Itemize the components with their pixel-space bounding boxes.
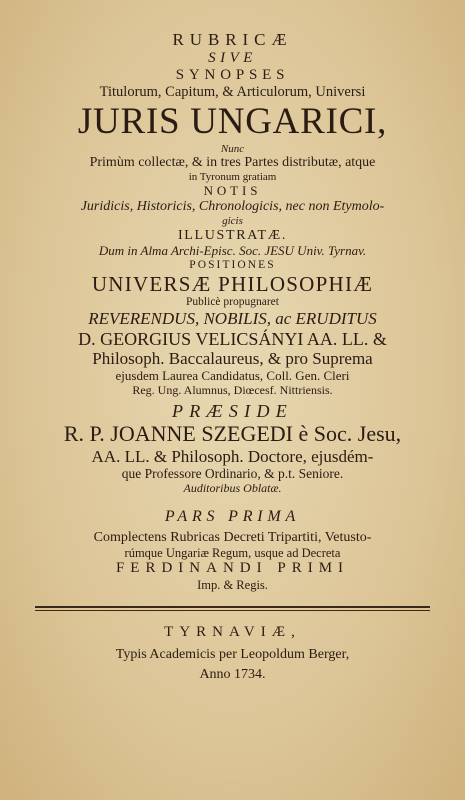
imprint-place: TYRNAVIÆ, — [164, 624, 301, 641]
joanne-line: R. P. JOANNE SZEGEDI è Soc. Jesu, — [63, 421, 402, 447]
pars-prima-line: PARS PRIMA — [164, 507, 301, 525]
tyronum-line: in Tyronum gratiam — [188, 171, 277, 184]
rumque-line: rúmque Ungariæ Regum, usque ad Decreta — [124, 546, 341, 561]
auditoribus-line: Auditoribus Oblatæ. — [183, 480, 282, 495]
georgius-line: D. GEORGIUS VELICSÁNYI AA. LL. & — [78, 328, 387, 349]
complectens-line: Complectens Rubricas Decreti Tripartiti, Vetusto- — [93, 529, 372, 545]
nunc-line: Nunc — [220, 142, 245, 155]
aa-line: AA. LL. & Philosoph. Doctore, ejusdém- — [91, 446, 374, 466]
regung-line: Reg. Ung. Alumnus, Diœcesf. Nittriensis. — [132, 382, 333, 397]
double-rule-divider — [35, 606, 430, 612]
rubricae-heading: RUBRICÆ — [172, 30, 293, 49]
main-title: JURIS UNGARICI, — [77, 100, 388, 142]
sive-line: SIVE — [208, 49, 257, 66]
illustratae-line: ILLUSTRATÆ. — [177, 227, 288, 243]
positiones-line: POSITIONES — [189, 258, 276, 271]
praeside-line: PRÆSIDE — [171, 400, 294, 421]
gicis-line: gicis — [222, 214, 243, 227]
imprint-year: Anno 1734. — [199, 667, 266, 683]
ferdinandi-line: FERDINANDI PRIMI — [115, 560, 350, 577]
publice-line: Publicè propugnaret — [186, 296, 279, 308]
que-line: que Professore Ordinario, & p.t. Seniore. — [121, 466, 344, 482]
juridicis-line: Juridicis, Historicis, Chronologicis, nec non Etymolo- — [80, 198, 385, 214]
imp-line: Imp. & Regis. — [197, 577, 268, 592]
dum-line: Dum in Alma Archi-Episc. Soc. JESU Univ. Tyrnav. — [98, 242, 367, 258]
synopses-line: SYNOPSES — [175, 66, 290, 83]
philosoph-line: Philosoph. Baccalaureus, & pro Suprema — [92, 349, 373, 369]
titulorum-line: Titulorum, Capitum, & Articulorum, Universi — [99, 84, 366, 101]
universae-line: UNIVERSÆ PHILOSOPHIÆ — [91, 271, 374, 296]
imprint-printer: Typis Academicis per Leopoldum Berger, — [115, 647, 350, 663]
notis-line: NOTIS — [203, 182, 262, 198]
ejusdem-line: ejusdem Laurea Candidatus, Coll. Gen. Cleri — [115, 368, 350, 383]
reverendus-line: REVERENDUS, NOBILIS, ac ERUDITUS — [88, 309, 377, 329]
primum-line: Primùm collectæ, & in tres Partes distributæ, atque — [89, 155, 376, 171]
